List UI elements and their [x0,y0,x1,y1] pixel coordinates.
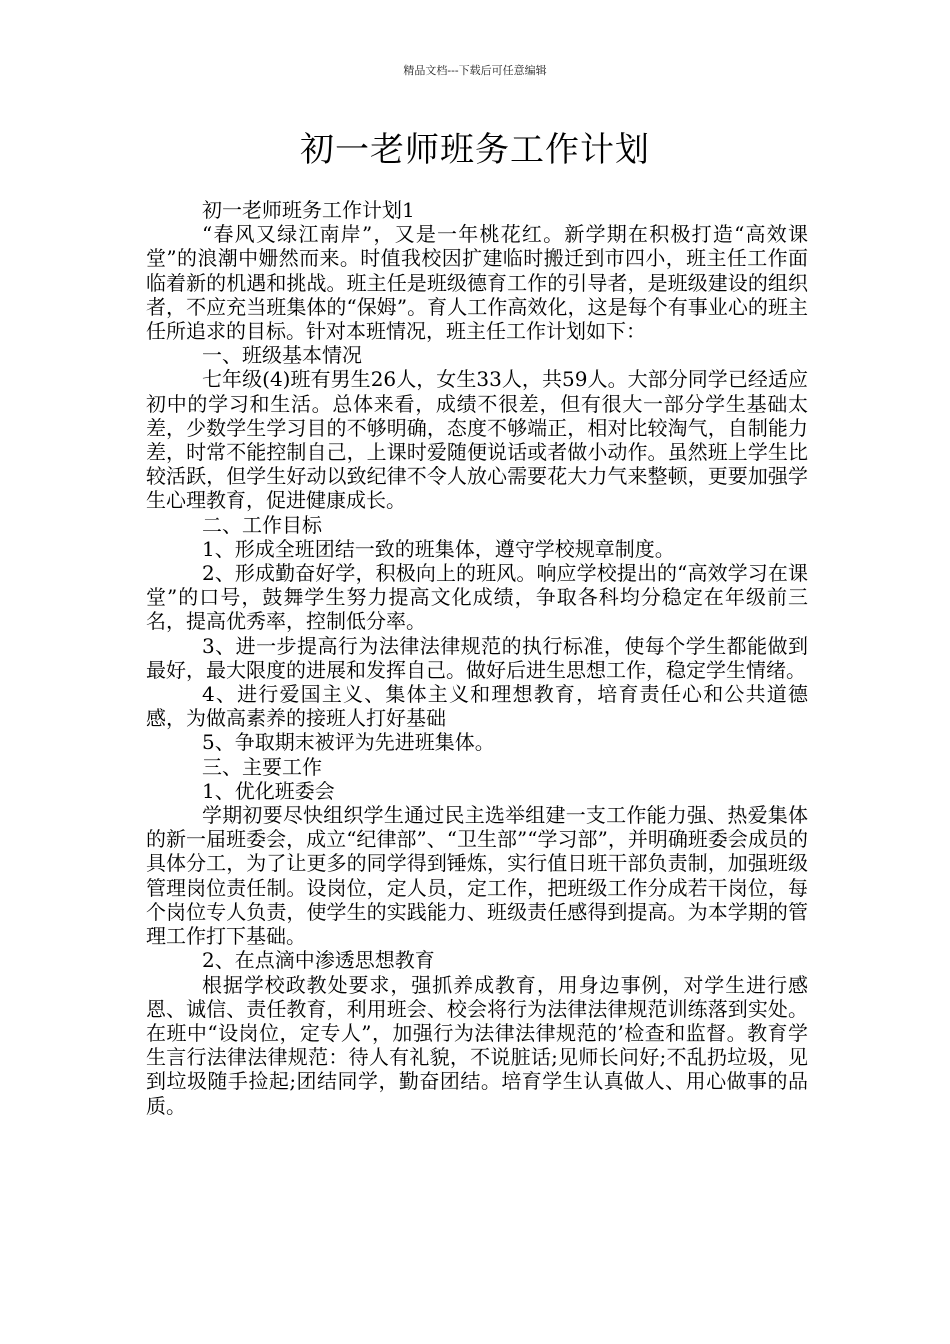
section-heading-work-goals: 二、工作目标 [202,512,322,537]
goal-item-1: 1、形成全班团结一致的班集体，遵守学校规章制度。 [202,536,675,561]
section-heading-class-situation: 一、班级基本情况 [202,343,362,368]
goal-item-2: 2、形成勤奋好学，积极向上的班风。响应学校提出的“高效学习在课堂”的口号，鼓舞学生努力提高文化成绩，争取各科均分稳定在年级前三名，提高优秀率，控制低分率。 [146,561,808,634]
paragraph-ideological-education: 根据学校政教处要求，强抓养成教育，用身边事例，对学生进行感恩、诚信、责任教育，利用班会、校会将行为法律法律规范训练落到实处。在班中“设岗位，定专人”，加强行为法律法律规范的’检查和监督。教育学生言行法律法律规范：待人有礼貌，不说脏话;见师长问好;不乱扔垃圾，见到垃圾随手捡起;团结同学，勤奋团结。培育学生认真做人、用心做事的品质。 [146,972,808,1118]
document-body [146,198,808,1118]
document-title: 初一老师班务工作计划 [300,130,650,170]
page-header: 精品文档---下载后可任意编辑 [403,64,547,77]
subheading-ideological-education: 2、在点滴中渗透思想教育 [202,948,435,973]
paragraph-class-situation: 七年级(4)班有男生26人，女生33人，共59人。大部分同学已经适应初中的学习和生活。总体来看，成绩不很差，但有很大一部分学生基础太差，少数学生学习目的不够明确，态度不够端正，相对比较淘气，自制能力差，时常不能控制自己，上课时爱随便说话或者做小动作。虽然班上学生比较活跃，但学生好动以致纪律不令人放心需要花大力气来整顿，更要加强学生心理教育，促进健康成长。 [146,367,808,513]
section-heading-main-work: 三、主要工作 [202,754,322,779]
subheading-optimize-committee: 1、优化班委会 [202,778,335,803]
goal-item-4: 4、进行爱国主义、集体主义和理想教育，培育责任心和公共道德感，为做高素养的接班人打好基础 [146,682,808,731]
paragraph-heading-plan-1: 初一老师班务工作计划1 [202,198,415,222]
paragraph-intro: “春风又绿江南岸”，又是一年桃花红。新学期在积极打造“高效课堂”的浪潮中姗然而来。时值我校因扩建临时搬迁到市四小，班主任工作面临着新的机遇和挑战。班主任是班级德育工作的引导者，是班级建设的组织者，不应充当班集体的“保姆”。育人工作高效化，这是每个有事业心的班主任所追求的目标。针对本班情况，班主任工作计划如下： [146,222,808,344]
goal-item-5: 5、争取期末被评为先进班集体。 [202,730,495,755]
paragraph-optimize-committee: 学期初要尽快组织学生通过民主选举组建一支工作能力强、热爱集体的新一届班委会，成立“纪律部”、“卫生部”“学习部”，并明确班委会成员的具体分工，为了让更多的同学得到锤炼，实行值日班干部负责制，加强班级管理岗位责任制。设岗位，定人员，定工作，把班级工作分成若干岗位，每个岗位专人负责，使学生的实践能力、班级责任感得到提高。为本学期的管理工作打下基础。 [146,803,808,949]
goal-item-3: 3、进一步提高行为法律法律规范的执行标准，使每个学生都能做到最好，最大限度的进展和发挥自己。做好后进生思想工作，稳定学生情绪。 [146,633,808,682]
